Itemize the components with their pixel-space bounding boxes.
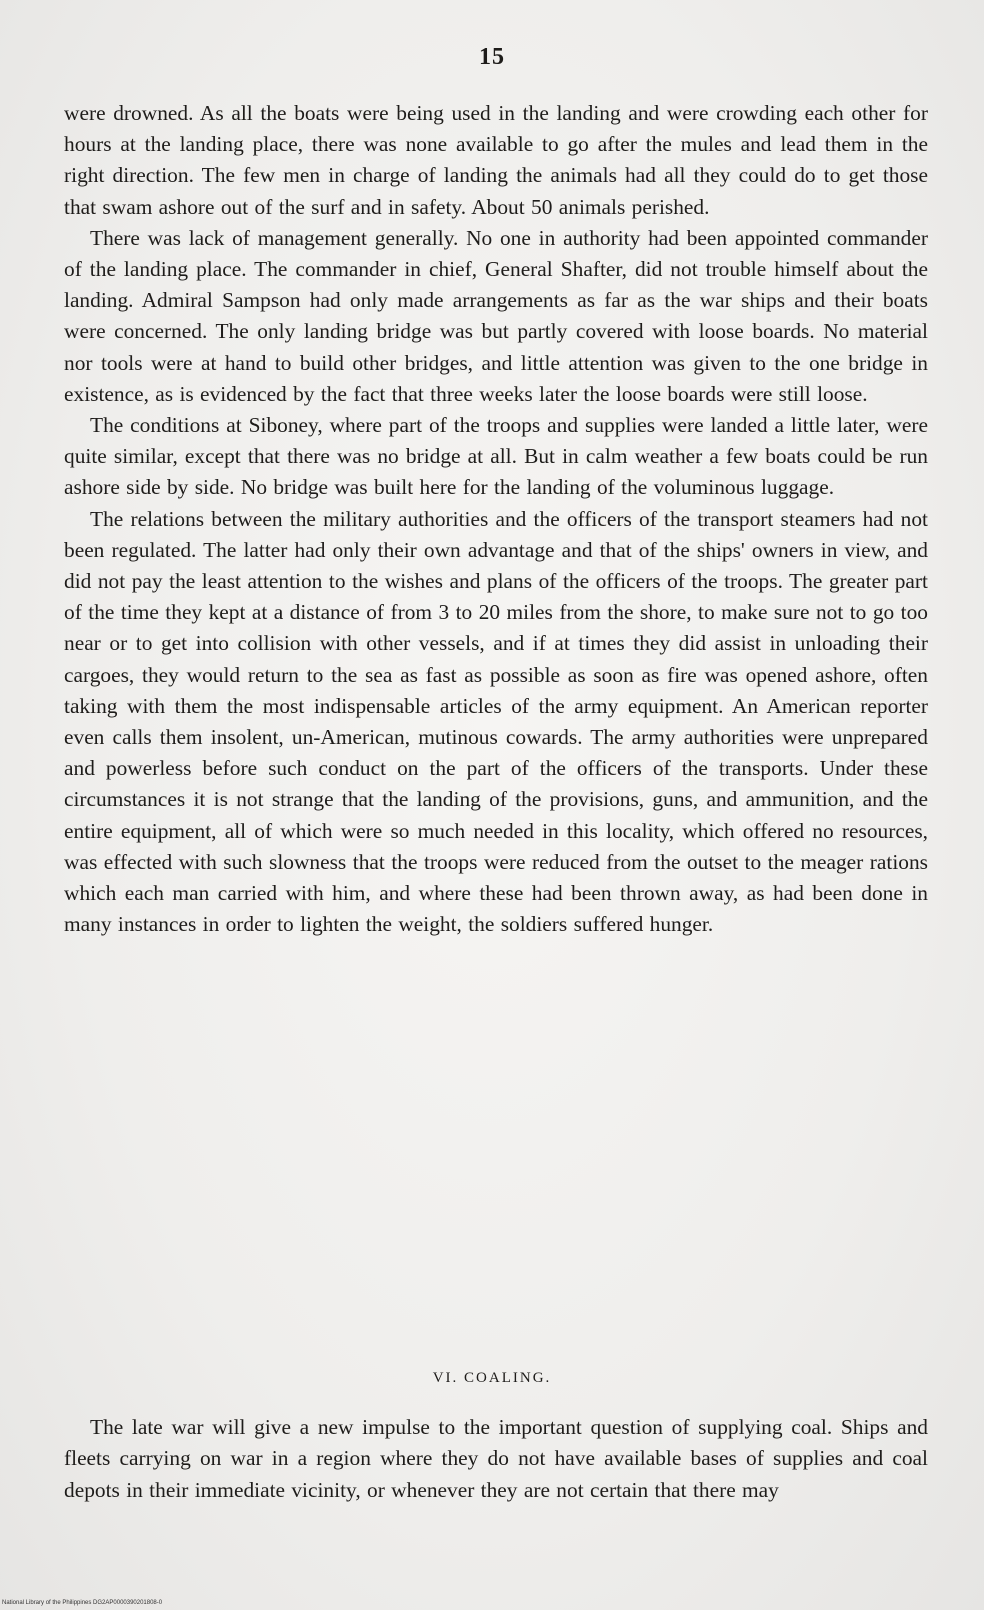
main-body-text xyxy=(64,98,928,940)
page-number: 15 xyxy=(479,44,505,70)
section-heading: VI. COALING. xyxy=(432,1370,552,1386)
paragraph: The relations between the military authorities and the officers of the transport steamers had not been regulated. The latter had only their own advantage and that of the ships' owners in view, and did not pay the least attention to the wishes and plans of the officers of the troops. The greater part of the time they kept at a distance of from 3 to 20 miles from the shore, to make sure not to go too near or to get into collision with other vessels, and if at times they did assist in unloading their cargoes, they would return to the sea as fast as possible as soon as fire was opened ashore, often taking with them the most indispensable articles of the army equipment. An American reporter even calls them insolent, un-American, mutinous cowards. The army authorities were unprepared and powerless before such conduct on the part of the officers of the transports. Under these circumstances it is not strange that the landing of the provisions, guns, and ammunition, and the entire equipment, all of which were so much needed in this locality, which offered no resources, was effected with such slowness that the troops were reduced from the outset to the meager rations which each man carried with him, and where these had been thrown away, as had been done in many instances in order to lighten the weight, the soldiers suffered hunger. xyxy=(64,506,928,937)
paragraph: The conditions at Siboney, where part of the troops and supplies were landed a little later, were quite similar, except that there was no bridge at all. But in calm weather a few boats could be run ashore side by side. No bridge was built here for the landing of the voluminous luggage. xyxy=(64,413,928,500)
section-body-text xyxy=(64,1412,928,1506)
paragraph: were drowned. As all the boats were being used in the landing and were crowding each other for hours at the landing place, there was none available to go after the mules and lead them in the right direction. The few men in charge of landing the animals had all they could do to get those that swam ashore out of the surf and in safety. About 50 animals perished. xyxy=(64,101,928,219)
paragraph: The late war will give a new impulse to the important question of supplying coal. Ships and fleets carrying on war in a region where they do not have available bases of supplies and coal depots in their immediate vicinity, or whenever they are not certain that there may xyxy=(64,1415,928,1502)
paragraph: There was lack of management generally. No one in authority had been appointed commander of the landing place. The commander in chief, General Shafter, did not trouble himself about the landing. Admiral Sampson had only made arrangements as far as the war ships and their boats were concerned. The only landing bridge was but partly covered with loose boards. No material nor tools were at hand to build other bridges, and little attention was given to the one bridge in existence, as is evidenced by the fact that three weeks later the loose boards were still loose. xyxy=(64,225,928,406)
scan-credit: National Library of the Philippines DG2AP0000390201808-0 xyxy=(2,1600,163,1606)
